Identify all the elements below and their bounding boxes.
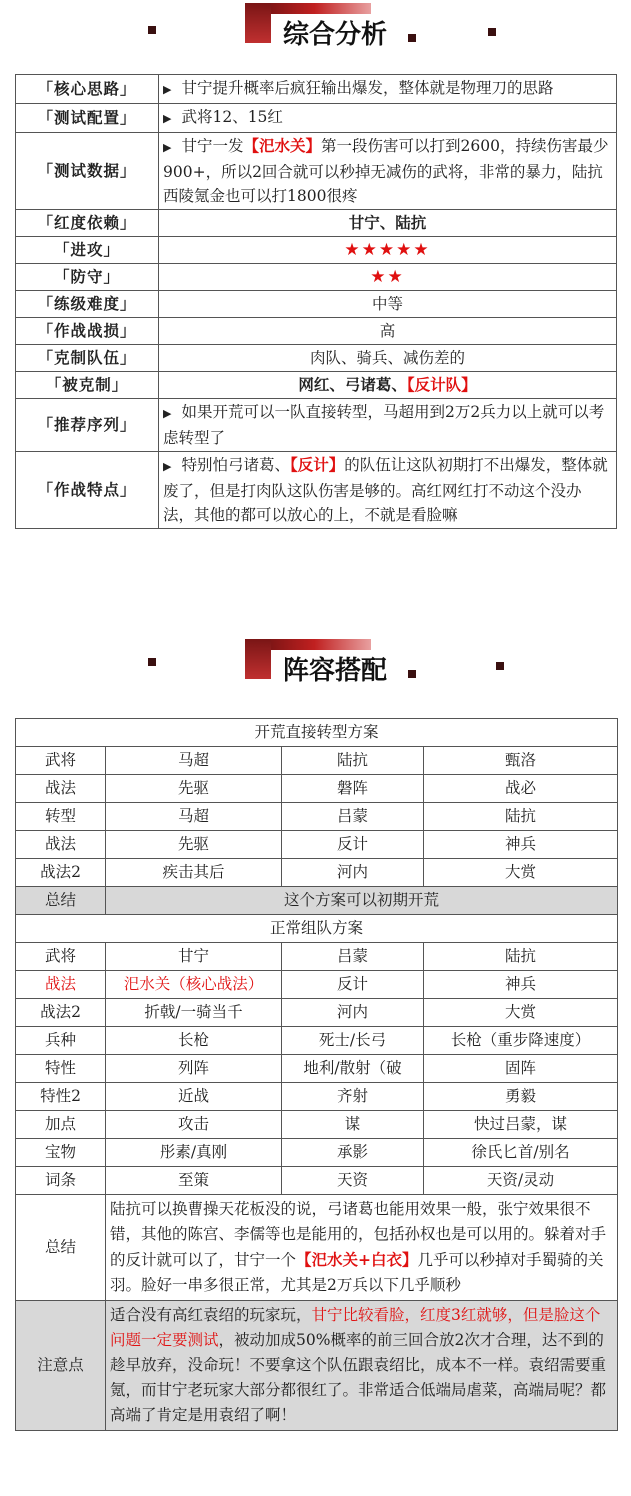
row-cell: 大赏: [424, 999, 618, 1027]
plan2-rows: [16, 943, 618, 1195]
row-cell: 攻击: [106, 1111, 282, 1139]
row-cell: 承影: [282, 1139, 424, 1167]
attack-stars: ★★★★★: [159, 237, 617, 264]
row-cell: 大赏: [424, 859, 618, 887]
row-label: 「推荐序列」: [16, 399, 159, 452]
row-cell: 陆抗: [424, 803, 618, 831]
plan2-row: [16, 1083, 618, 1111]
row-cell: 陆抗: [424, 943, 618, 971]
analysis-row: [16, 452, 617, 529]
row-value: ▶ 特别怕弓诸葛、【反计】的队伍让这队初期打不出爆发，整体就废了，但是打肉队这队伤害是够的。高红网红打不动这个没办法，其他的都可以放心的上，不就是看脸嘛: [159, 452, 617, 529]
plan1-summary-label: 总结: [16, 887, 106, 915]
row-cell: 天资: [282, 1167, 424, 1195]
row-cell: 汜水关（核心战法）: [106, 971, 282, 999]
section-title: 综合分析: [271, 14, 399, 56]
notes-label: 注意点: [16, 1301, 106, 1431]
row-cell: 河内: [282, 999, 424, 1027]
header-tab: [245, 639, 271, 679]
plan2-row: [16, 999, 618, 1027]
row-cell: 先驱: [106, 831, 282, 859]
row-value: 中等: [159, 291, 617, 318]
row-label: 「防守」: [16, 264, 159, 291]
analysis-row: [16, 133, 617, 210]
row-label: 「练级难度」: [16, 291, 159, 318]
section-header-analysis: [0, 0, 631, 60]
row-cell: 马超: [106, 747, 282, 775]
row-cell: 谋: [282, 1111, 424, 1139]
row-cell: 甄洛: [424, 747, 618, 775]
plan2-row: [16, 1139, 618, 1167]
row-value: 高: [159, 318, 617, 345]
summary-text: 陆抗可以换曹操天花板没的说，弓诸葛也能用效果一般，张宁效果很不错，其他的陈宫、李儒等也是能用的，包括孙权也是可以用的。躲着对手的反计就可以了，甘宁一个【汜水关+白衣】几乎可以秒掉对手蜀骑的关羽。脸好一串多很正常，尤其是2万兵以下几乎顺秒: [106, 1195, 618, 1301]
analysis-row: [16, 210, 617, 237]
row-value: 网红、弓诸葛、【反计队】: [159, 372, 617, 399]
row-label: 「克制队伍」: [16, 345, 159, 372]
row-key: 武将: [16, 747, 106, 775]
row-cell: 长枪: [106, 1027, 282, 1055]
row-key: 武将: [16, 943, 106, 971]
row-label: 「进攻」: [16, 237, 159, 264]
row-cell: 彤素/真刚: [106, 1139, 282, 1167]
analysis-row: [16, 291, 617, 318]
decor-square: [408, 34, 416, 42]
analysis-row: [16, 372, 617, 399]
row-cell: 吕蒙: [282, 803, 424, 831]
analysis-table: [15, 74, 617, 529]
row-cell: 地利/散射（破: [282, 1055, 424, 1083]
row-value: ▶ 甘宁提升概率后疯狂输出爆发，整体就是物理刀的思路: [159, 75, 617, 104]
analysis-row: [16, 399, 617, 452]
plan2-row: [16, 1167, 618, 1195]
decor-square: [148, 658, 156, 666]
row-cell: 固阵: [424, 1055, 618, 1083]
row-key: 战法: [16, 831, 106, 859]
plan1-summary: 这个方案可以初期开荒: [106, 887, 618, 915]
row-label: 「测试配置」: [16, 104, 159, 133]
row-value: ▶ 武将12、15红: [159, 104, 617, 133]
row-label: 「测试数据」: [16, 133, 159, 210]
row-cell: 近战: [106, 1083, 282, 1111]
decor-square: [496, 662, 504, 670]
row-key: 特性: [16, 1055, 106, 1083]
analysis-row: [16, 318, 617, 345]
row-cell: 反计: [282, 971, 424, 999]
row-key: 战法2: [16, 999, 106, 1027]
row-cell: 徐氏匕首/别名: [424, 1139, 618, 1167]
row-value: 甘宁、陆抗: [159, 210, 617, 237]
row-cell: 列阵: [106, 1055, 282, 1083]
plan2-title: 正常组队方案: [16, 915, 618, 943]
plan1-rows: [16, 747, 618, 887]
plan1-row: [16, 803, 618, 831]
row-key: 特性2: [16, 1083, 106, 1111]
row-cell: 天资/灵动: [424, 1167, 618, 1195]
plan1-row: [16, 859, 618, 887]
row-key: 战法: [16, 775, 106, 803]
analysis-row: [16, 75, 617, 104]
row-cell: 疾击其后: [106, 859, 282, 887]
row-cell: 反计: [282, 831, 424, 859]
row-cell: 战必: [424, 775, 618, 803]
row-cell: 勇毅: [424, 1083, 618, 1111]
plan2-row: [16, 1055, 618, 1083]
notes-text: 适合没有高红袁绍的玩家玩，甘宁比较看脸，红度3红就够，但是脸这个问题一定要测试，被动加成50%概率的前三回合放2次才合理，达不到的趁早放弃，没命玩！不要拿这个队伍跟袁绍比，成本不一样。袁绍需要重氪，而甘宁老玩家大部分都很红了。非常适合低端局虐菜，高端局呢？都高端了肯定是用袁绍了啊！: [106, 1301, 618, 1431]
row-cell: 神兵: [424, 831, 618, 859]
row-cell: 甘宁: [106, 943, 282, 971]
row-cell: 先驱: [106, 775, 282, 803]
section-header-lineup: [0, 636, 631, 696]
row-cell: 神兵: [424, 971, 618, 999]
summary-label: 总结: [16, 1195, 106, 1301]
row-cell: 折戟/一骑当千: [106, 999, 282, 1027]
plan1-row: [16, 747, 618, 775]
plan2-row: [16, 971, 618, 999]
row-value: ▶ 甘宁一发【汜水关】第一段伤害可以打到2600，持续伤害最少900+，所以2回合就可以秒掉无减伤的武将，非常的暴力，陆抗西陵氪金也可以打1800很疼: [159, 133, 617, 210]
row-cell: 河内: [282, 859, 424, 887]
defense-stars: ★★: [159, 264, 617, 291]
row-key: 宝物: [16, 1139, 106, 1167]
row-label: 「作战特点」: [16, 452, 159, 529]
row-label: 「被克制」: [16, 372, 159, 399]
analysis-row: [16, 237, 617, 264]
plan2-row: [16, 1111, 618, 1139]
plan2-row: [16, 1027, 618, 1055]
analysis-row: [16, 264, 617, 291]
row-label: 「核心思路」: [16, 75, 159, 104]
lineup-table: [15, 718, 618, 1431]
row-cell: 马超: [106, 803, 282, 831]
row-key: 战法2: [16, 859, 106, 887]
row-cell: 磐阵: [282, 775, 424, 803]
row-label: 「作战战损」: [16, 318, 159, 345]
row-key: 转型: [16, 803, 106, 831]
row-key: 词条: [16, 1167, 106, 1195]
decor-square: [148, 26, 156, 34]
row-cell: 快过吕蒙，谋: [424, 1111, 618, 1139]
row-cell: 吕蒙: [282, 943, 424, 971]
analysis-row: [16, 104, 617, 133]
section-title: 阵容搭配: [271, 650, 399, 692]
row-cell: 至策: [106, 1167, 282, 1195]
plan1-title: 开荒直接转型方案: [16, 719, 618, 747]
decor-square: [408, 670, 416, 678]
row-cell: 齐射: [282, 1083, 424, 1111]
row-key: 战法: [16, 971, 106, 999]
decor-square: [488, 28, 496, 36]
header-tab: [245, 3, 271, 43]
row-value: ▶ 如果开荒可以一队直接转型，马超用到2万2兵力以上就可以考虑转型了: [159, 399, 617, 452]
row-label: 「红度依赖」: [16, 210, 159, 237]
plan1-row: [16, 775, 618, 803]
row-key: 加点: [16, 1111, 106, 1139]
row-key: 兵种: [16, 1027, 106, 1055]
row-cell: 陆抗: [282, 747, 424, 775]
plan1-row: [16, 831, 618, 859]
row-cell: 长枪（重步降速度）: [424, 1027, 618, 1055]
row-value: 肉队、骑兵、减伤差的: [159, 345, 617, 372]
row-cell: 死士/长弓: [282, 1027, 424, 1055]
plan2-row: [16, 943, 618, 971]
analysis-row: [16, 345, 617, 372]
